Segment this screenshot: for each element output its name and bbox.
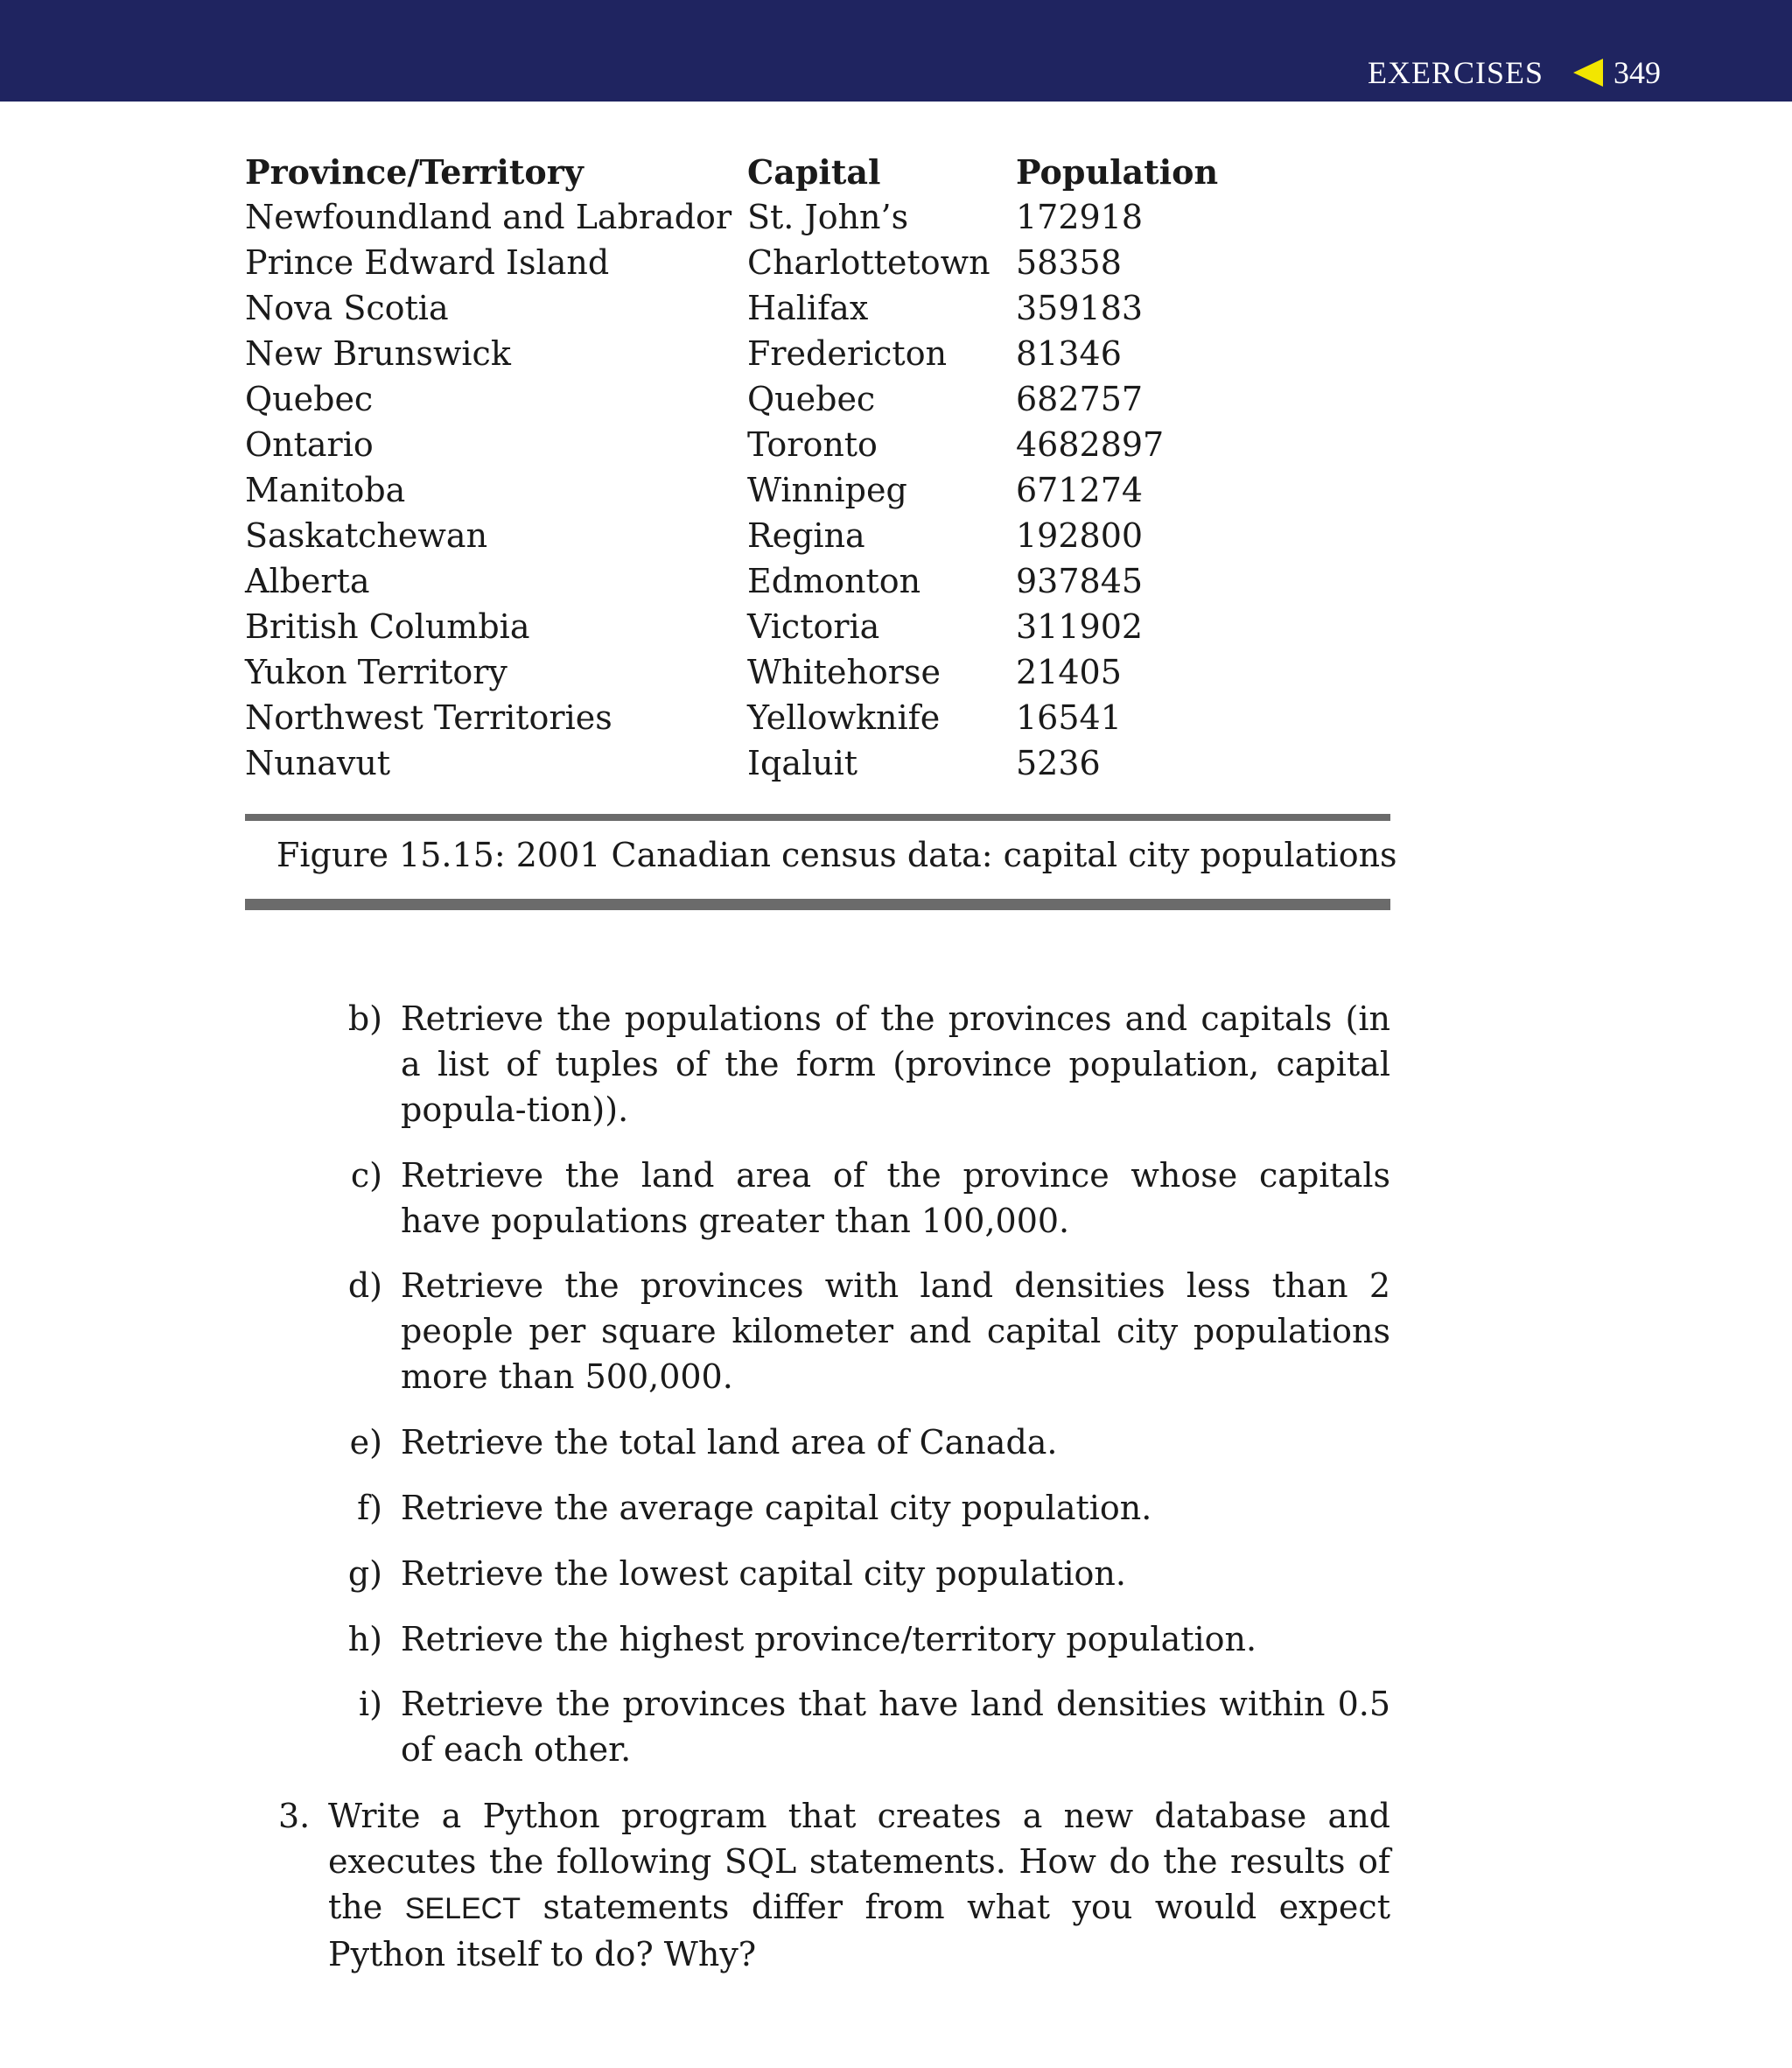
province-cell: Saskatchewan <box>245 516 488 555</box>
column-header-capital: Capital <box>747 151 881 192</box>
exercise-subitem-h <box>337 1616 1390 1662</box>
table-row <box>245 285 1218 331</box>
figure-caption: Figure 15.15: 2001 Canadian census data: capital city populations <box>276 836 1397 874</box>
census-table <box>245 149 1218 786</box>
subitem-label: i) <box>359 1685 382 1723</box>
subitem-text: Retrieve the lowest capital city population. <box>401 1554 1126 1593</box>
subitem-label: f) <box>357 1489 382 1527</box>
table-header-row <box>245 149 1218 194</box>
page-number: 349 <box>1614 55 1661 90</box>
population-cell: 311902 <box>1016 607 1144 646</box>
table-row <box>245 740 1218 786</box>
population-cell: 359183 <box>1016 289 1144 327</box>
population-cell: 16541 <box>1016 698 1122 737</box>
province-cell: Yukon Territory <box>245 653 508 691</box>
province-cell: Nunavut <box>245 744 391 782</box>
exercise-subitem-b <box>337 996 1390 1132</box>
subitem-label: g) <box>347 1554 382 1593</box>
population-cell: 682757 <box>1016 380 1144 418</box>
province-cell: Quebec <box>245 380 374 418</box>
population-cell: 937845 <box>1016 562 1144 600</box>
page-header-bar <box>0 0 1792 102</box>
capital-cell: Fredericton <box>747 334 948 373</box>
table-row <box>245 467 1218 513</box>
capital-cell: Yellowknife <box>747 698 941 737</box>
exercise-subitem-d <box>337 1263 1390 1399</box>
population-cell: 671274 <box>1016 471 1144 509</box>
triangle-arrow-icon <box>1573 59 1603 87</box>
item-text-end: statements differ from what you would expect Python itself to do? Why? <box>328 1888 1390 1973</box>
subitem-text: Retrieve the average capital city population. <box>401 1489 1152 1527</box>
province-cell: Ontario <box>245 425 374 464</box>
subitem-text: Retrieve the provinces that have land densities within 0.5 of each other. <box>401 1685 1390 1769</box>
capital-cell: Winnipeg <box>747 471 907 509</box>
population-cell: 192800 <box>1016 516 1144 555</box>
capital-cell: Quebec <box>747 380 876 418</box>
capital-cell: Charlottetown <box>747 243 990 282</box>
item-number: 3. <box>278 1797 311 1835</box>
population-cell: 5236 <box>1016 744 1101 782</box>
province-cell: New Brunswick <box>245 334 511 373</box>
table-row <box>245 331 1218 376</box>
exercise-subitem-c <box>337 1153 1390 1244</box>
exercise-subitem-i <box>337 1681 1390 1772</box>
subitem-label: c) <box>350 1156 382 1195</box>
capital-cell: St. John’s <box>747 198 909 236</box>
province-cell: British Columbia <box>245 607 530 646</box>
province-cell: Nova Scotia <box>245 289 449 327</box>
table-row <box>245 604 1218 649</box>
province-cell: Alberta <box>245 562 370 600</box>
exercise-subitem-f <box>337 1485 1390 1531</box>
province-cell: Prince Edward Island <box>245 243 610 282</box>
capital-cell: Whitehorse <box>747 653 941 691</box>
subitem-text: Retrieve the total land area of Canada. <box>401 1423 1058 1462</box>
capital-cell: Regina <box>747 516 865 555</box>
capital-cell: Victoria <box>747 607 880 646</box>
table-row <box>245 649 1218 695</box>
capital-cell: Toronto <box>747 425 878 464</box>
subitem-text: Retrieve the provinces with land densities less than 2 people per square kilometer and capital city populations more than 500,000. <box>401 1266 1390 1396</box>
section-title: EXERCISES <box>1367 55 1544 90</box>
table-row <box>245 376 1218 422</box>
capital-cell: Halifax <box>747 289 869 327</box>
subitem-label: d) <box>347 1266 382 1305</box>
subitem-text: Retrieve the highest province/territory population. <box>401 1620 1257 1658</box>
exercise-subitem-e <box>337 1420 1390 1465</box>
province-cell: Manitoba <box>245 471 406 509</box>
population-cell: 81346 <box>1016 334 1122 373</box>
exercise-item-3 <box>278 1793 1390 1977</box>
table-row <box>245 240 1218 285</box>
running-head <box>1368 54 1661 91</box>
table-row <box>245 513 1218 558</box>
subitem-label: b) <box>347 999 382 1038</box>
table-row <box>245 695 1218 740</box>
figure-top-rule <box>245 814 1390 821</box>
column-header-province: Province/Territory <box>245 151 584 192</box>
population-cell: 58358 <box>1016 243 1122 282</box>
subitem-label: h) <box>347 1620 382 1658</box>
population-cell: 4682897 <box>1016 425 1165 464</box>
population-cell: 172918 <box>1016 198 1144 236</box>
subitem-text: Retrieve the land area of the province whose capitals have populations greater than 100,000. <box>401 1156 1390 1240</box>
column-header-population: Population <box>1016 151 1219 192</box>
capital-cell: Iqaluit <box>747 744 858 782</box>
item-text-start: Write a Python program that creates a new database and executes the following SQL statements. How do the results of the <box>328 1797 1390 1926</box>
province-cell: Northwest Territories <box>245 698 612 737</box>
subitem-label: e) <box>349 1423 382 1462</box>
table-row <box>245 194 1218 240</box>
population-cell: 21405 <box>1016 653 1122 691</box>
subitem-text: Retrieve the populations of the provinces and capitals (in a list of tuples of the form (province population, capital popula-tion)). <box>401 999 1390 1129</box>
table-row <box>245 558 1218 604</box>
exercise-subitem-g <box>337 1551 1390 1596</box>
sql-keyword: SELECT <box>404 1892 521 1925</box>
item-text <box>328 1793 1390 1977</box>
table-row <box>245 422 1218 467</box>
capital-cell: Edmonton <box>747 562 921 600</box>
figure-bottom-rule <box>245 899 1390 910</box>
province-cell: Newfoundland and Labrador <box>245 198 732 236</box>
